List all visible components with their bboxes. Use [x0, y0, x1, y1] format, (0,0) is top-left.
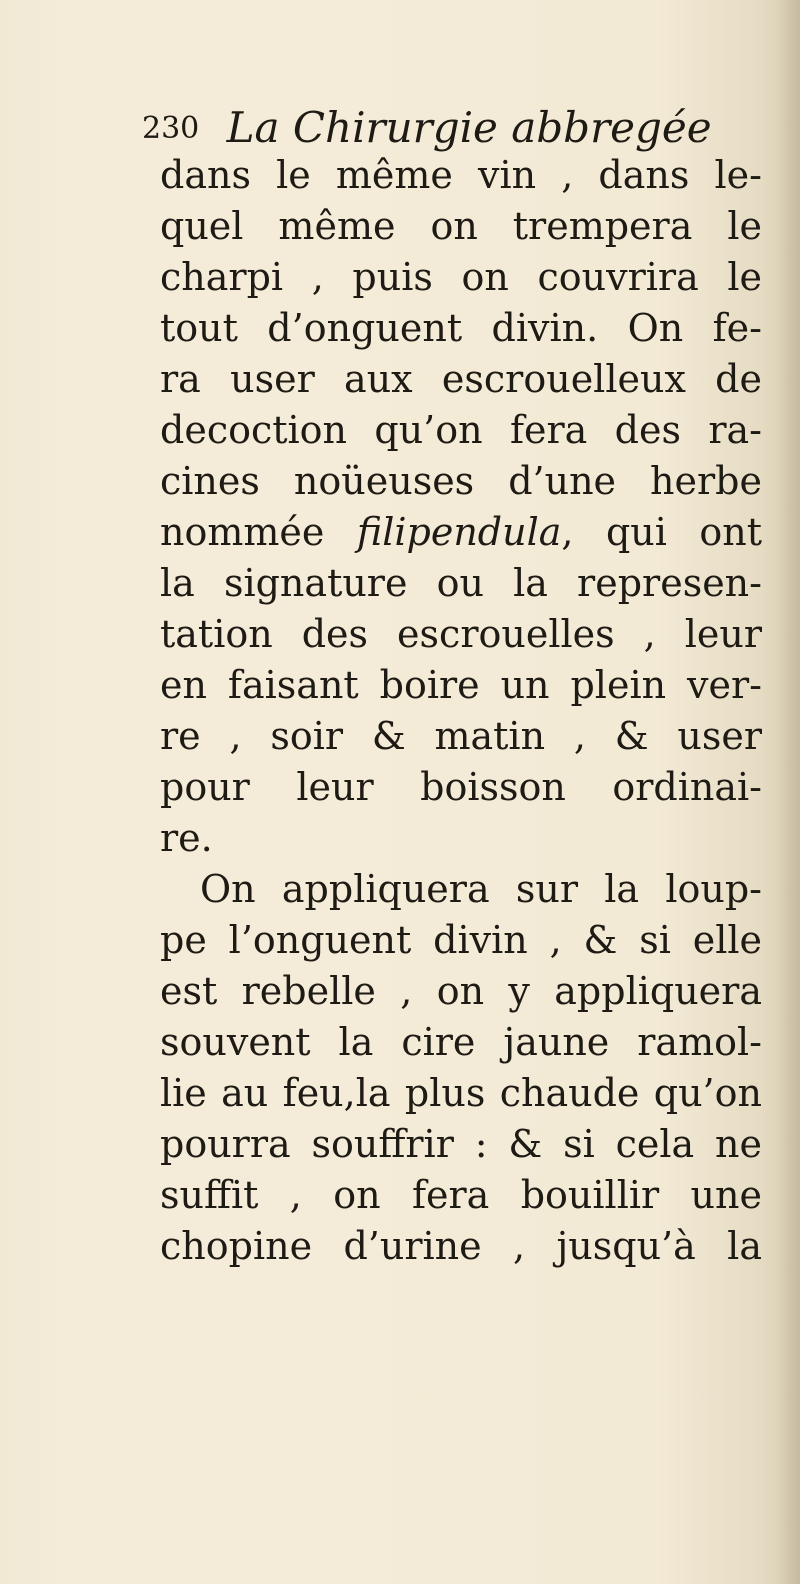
page-number: 230	[142, 111, 200, 146]
text-line: decoction qu’on fera des ra-	[160, 408, 762, 452]
text-line: la signature ou la represen-	[160, 561, 762, 605]
text-line: re , soir & matin , & user	[160, 714, 762, 758]
text-line: pourra souffrir : & si cela ne	[160, 1122, 762, 1166]
text-line: dans le même vin , dans le-	[160, 153, 762, 197]
text-line: suffit , on fera bouillir une	[160, 1173, 762, 1217]
text-line: tation des escrouelles , leur	[160, 612, 762, 656]
text-line: On appliquera sur la loup-	[200, 867, 762, 911]
text-line: nommée filipendula, qui ont	[160, 510, 762, 554]
body-text	[160, 150, 762, 1272]
text-line: pe l’onguent divin , & si elle	[160, 918, 762, 962]
page-header	[142, 100, 762, 156]
text-line: charpi , puis on couvrira le	[160, 255, 762, 299]
text-line: souvent la cire jaune ramol-	[160, 1020, 762, 1064]
text-line: pour leur boisson ordinai-	[160, 765, 762, 809]
text-line: ra user aux escrouelleux de	[160, 357, 762, 401]
page-edge-shadow	[778, 0, 800, 1584]
paragraph-1	[160, 150, 762, 864]
text-line: lie au feu,la plus chaude qu’on	[160, 1071, 762, 1115]
text-line: est rebelle , on y appliquera	[160, 969, 762, 1013]
italic-term: filipendula	[356, 510, 562, 554]
text-line: cines noüeuses d’une herbe	[160, 459, 762, 503]
running-title: La Chirurgie abbregée	[226, 103, 712, 152]
text-line: tout d’onguent divin. On fe-	[160, 306, 762, 350]
text-line: re.	[160, 816, 213, 860]
text-line: en faisant boire un plein ver-	[160, 663, 762, 707]
paragraph-2	[160, 864, 762, 1272]
text-line: quel même on trempera le	[160, 204, 762, 248]
text-line: chopine d’urine , jusqu’à la	[160, 1224, 762, 1268]
